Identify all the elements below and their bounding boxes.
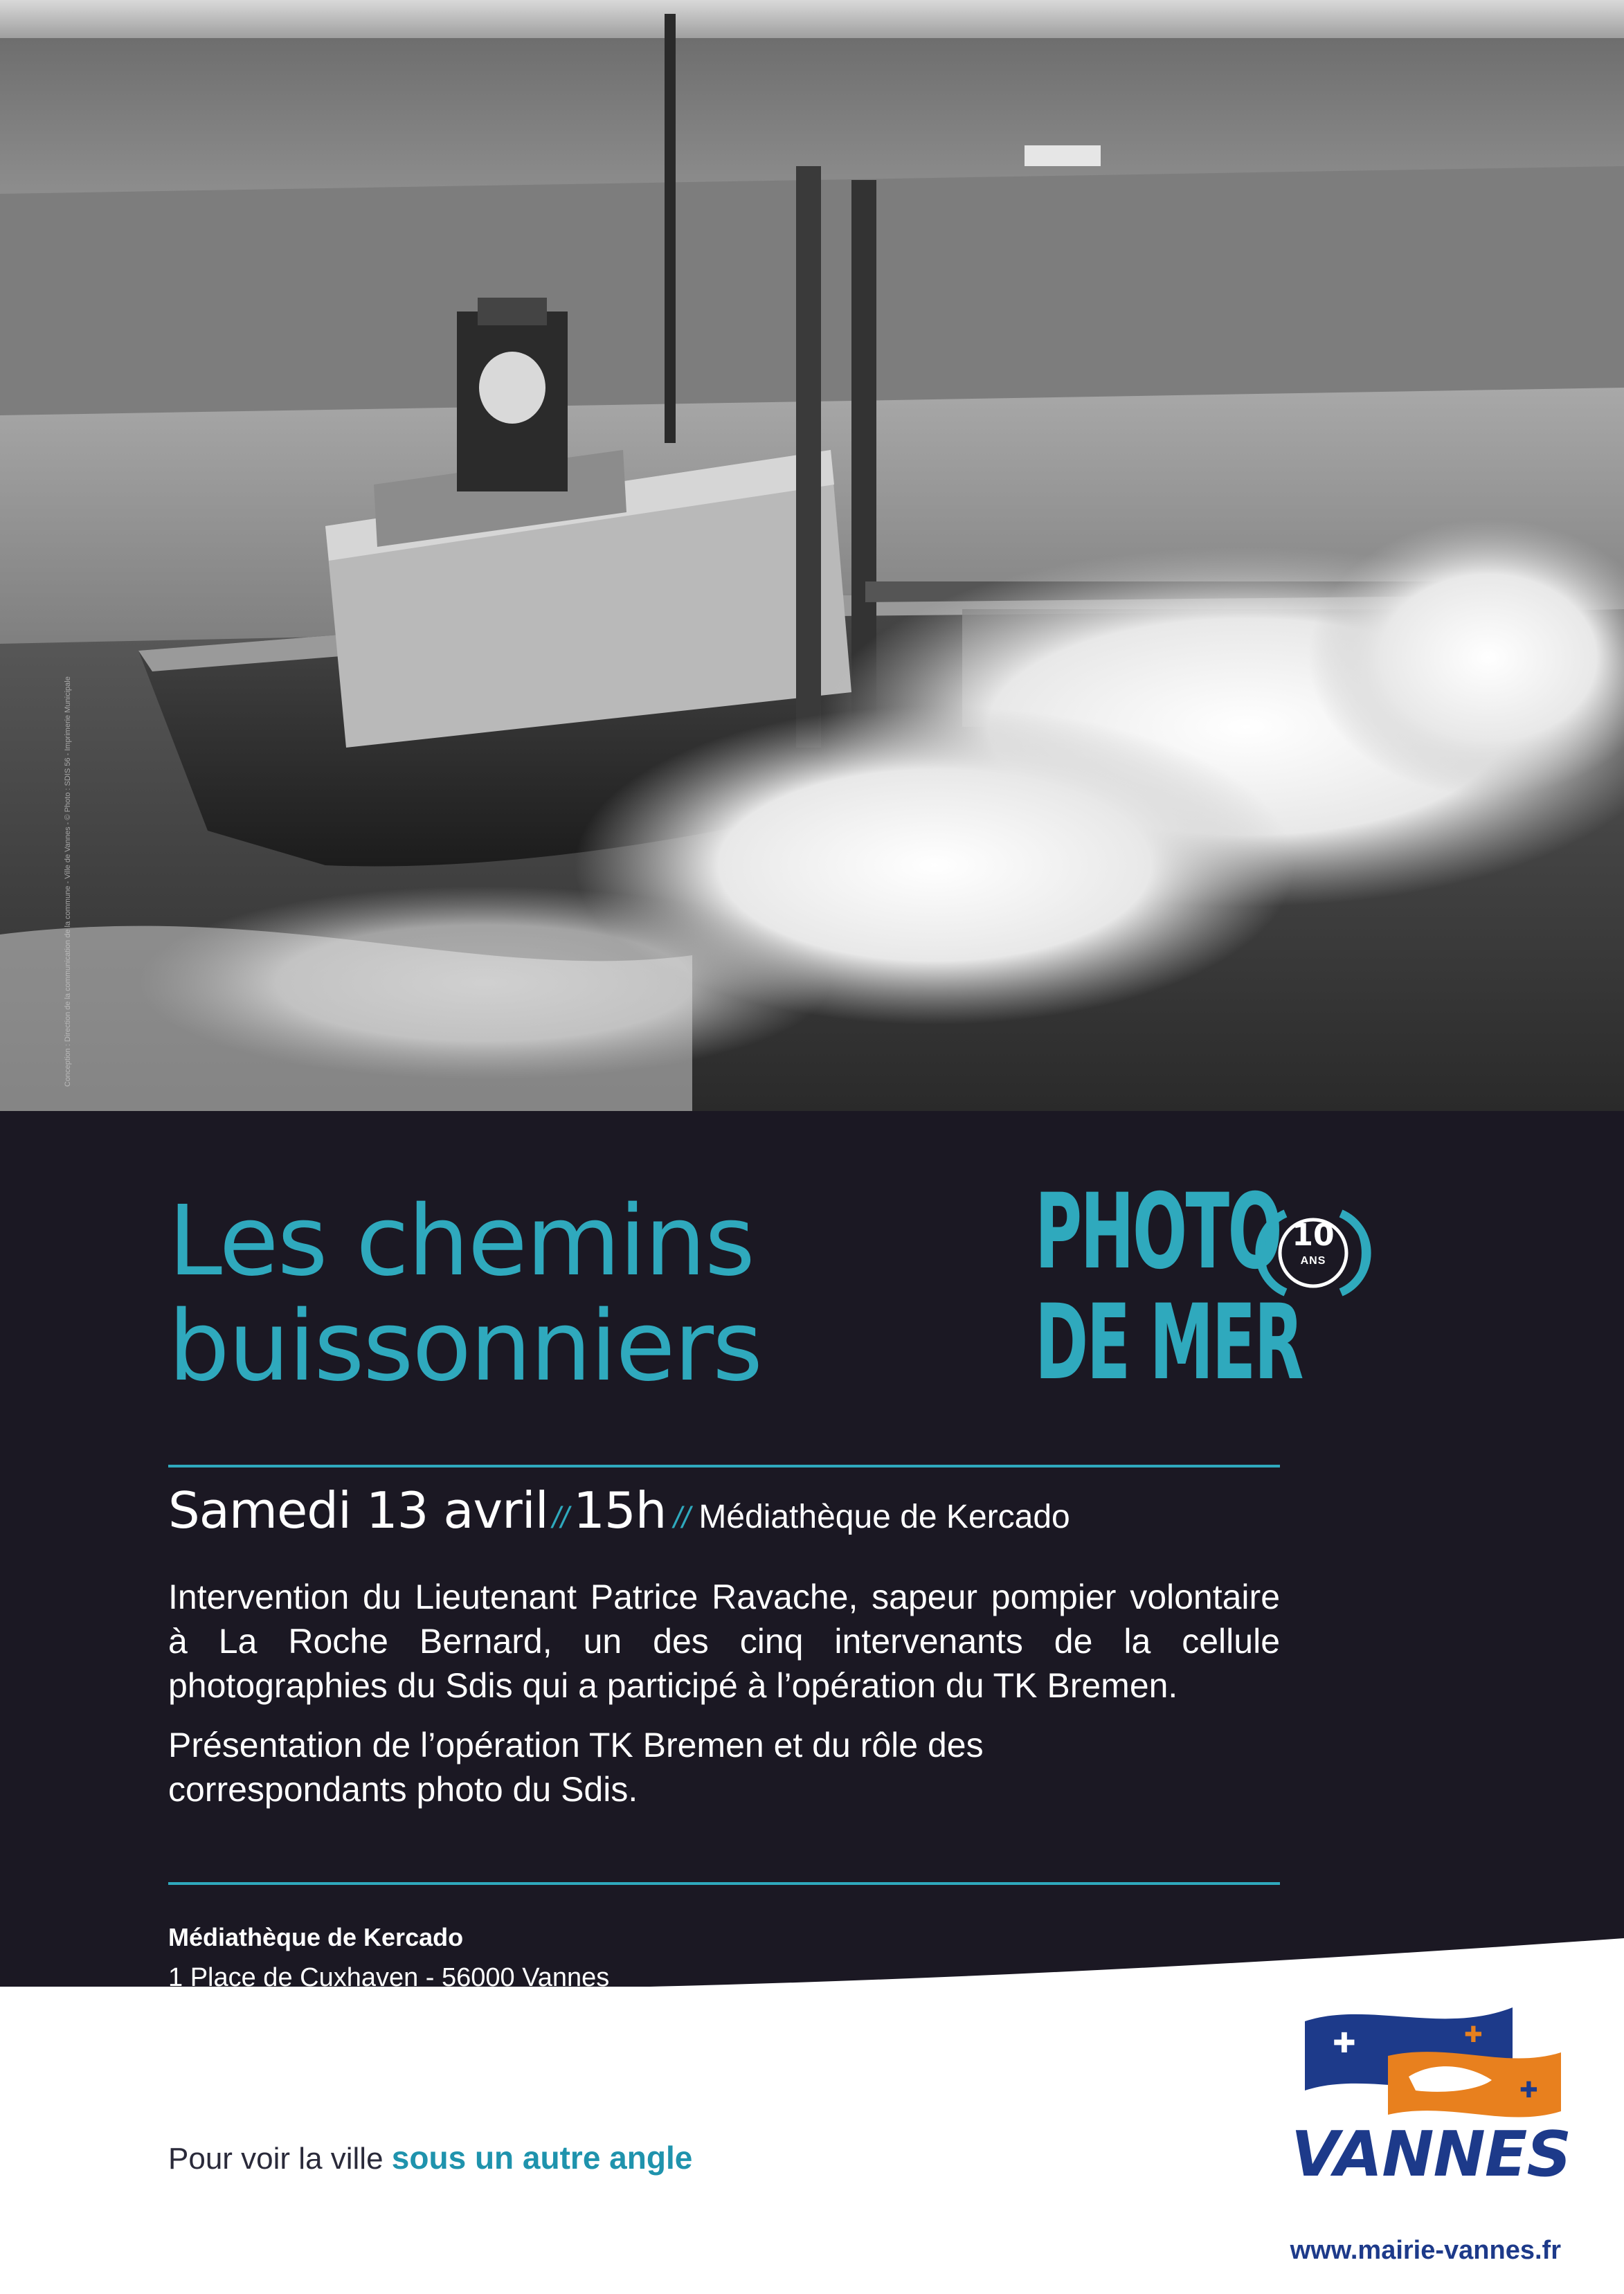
vannes-wordmark: VANNES [1291,2118,1571,2191]
event-dateline [168,1481,1280,1539]
slogan-plain: Pour voir la ville [168,2142,384,2176]
description-paragraph-2: Présentation de l’opération TK Bremen et du rôle des correspondants photo du Sdis. [168,1726,984,1809]
photo-credit: Conception : Direction de la communication de la commune - Ville de Vannes - © Photo : SDIS 56 - Imprimerie Municipale [64,676,72,1087]
anniversary-badge [1251,1201,1375,1305]
svg-text:✚: ✚ [1519,2077,1538,2103]
title-line-2: buissonniers [168,1290,762,1403]
photodemer-logo [1035,1172,1381,1409]
anniversary-number: 10 [1292,1218,1335,1253]
title-line-1: Les chemins [168,1185,754,1298]
vannes-logo [1284,1994,1575,2222]
hero-photo [0,0,1624,1111]
event-date: Samedi 13 avril [168,1481,548,1539]
divider-bottom [168,1882,1280,1885]
description-paragraph-1: Intervention du Lieutenant Patrice Ravache, sapeur pompier volontaire à La Roche Bernard, un des cinq intervenants de la cellule photographies du Sdis qui a participé à l’opération du TK Bremen. [168,1578,1280,1705]
separator-2: // [673,1501,691,1535]
logo-word-photo: PHOTO [1035,1172,1281,1292]
separator-1: // [552,1501,570,1535]
event-description [168,1575,1280,1812]
event-place: Médiathèque de Kercado [698,1499,1070,1535]
svg-text:✚: ✚ [1333,2027,1356,2059]
vannes-flag-icon [1284,1994,1575,2132]
shipwreck-illustration [0,0,1624,1111]
mairie-website-link[interactable]: www.mairie-vannes.fr [1290,2236,1561,2265]
divider-top [168,1465,1280,1467]
venue-street: 1 Place de Cuxhaven - 56000 Vannes [168,1963,610,1992]
city-slogan [168,2139,692,2176]
lens-ring-icon [1251,1201,1375,1305]
poster-title [168,1185,762,1403]
venue-name: Médiathèque de Kercado [168,1923,464,1951]
event-time: 15h [573,1481,667,1539]
anniversary-unit: ANS [1300,1255,1326,1267]
slogan-emphasis: sous un autre angle [391,2140,693,2176]
logo-word-demer: DE MER [1035,1283,1302,1403]
svg-text:✚: ✚ [1464,2021,1483,2048]
